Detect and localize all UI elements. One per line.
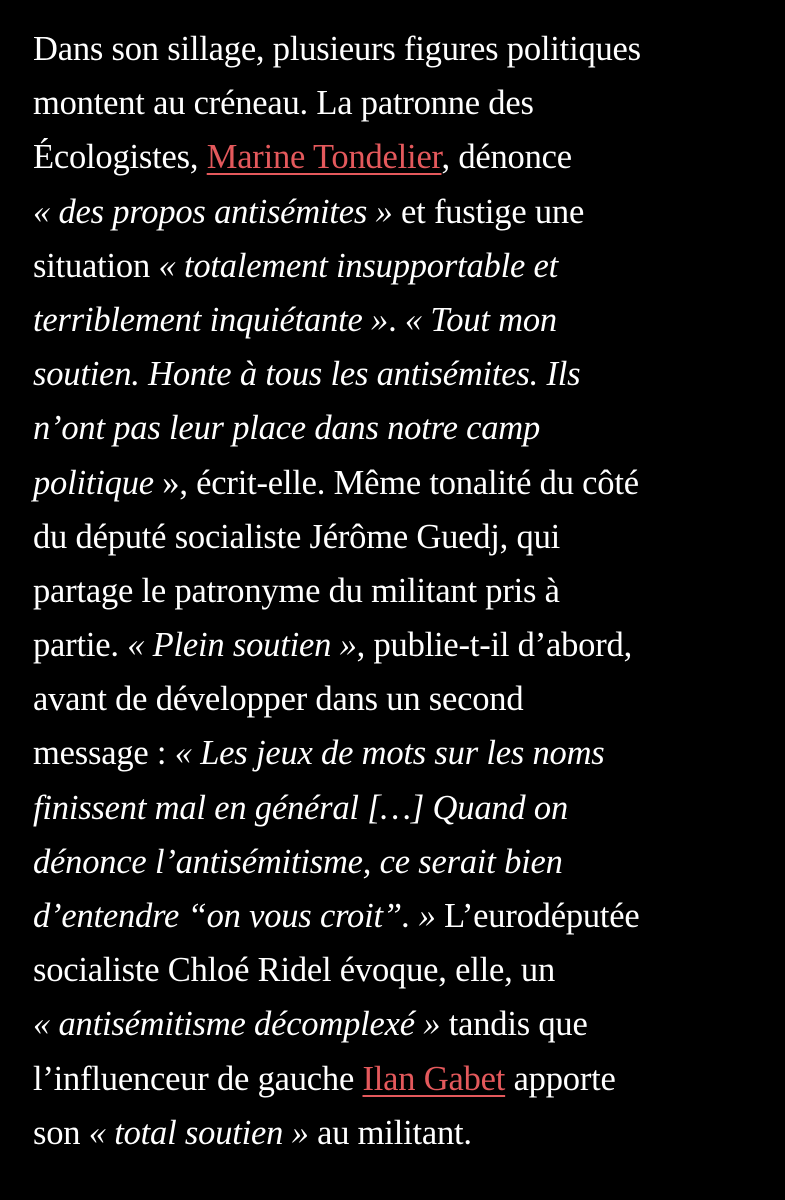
text-line: [33, 1106, 763, 1160]
text-line: [33, 401, 763, 455]
quote-text: d’entendre “on vous croit”. »: [33, 897, 436, 935]
text-line: [33, 997, 763, 1051]
body-text: .: [388, 300, 405, 339]
quote-text: « Tout mon: [404, 300, 557, 339]
quote-text: « antisémitisme décomplexé »: [33, 1005, 441, 1044]
quote-text: finissent mal en général […] Quand on: [33, 788, 568, 827]
text-line: [33, 130, 763, 184]
text-line: [33, 76, 763, 130]
text-line: [33, 835, 763, 889]
body-text: , publie-t-il d’abord,: [356, 626, 632, 665]
text-line: [33, 22, 763, 76]
quote-text: soutien. Honte à tous les antisémites. Ils: [33, 355, 581, 394]
quote-text: politique: [33, 463, 154, 502]
text-line: [33, 672, 763, 726]
body-text: Écologistes,: [33, 138, 207, 177]
text-line: [33, 781, 763, 835]
body-text: message :: [33, 734, 175, 773]
text-line: [33, 1052, 763, 1106]
body-text: du député socialiste Jérôme Guedj, qui: [33, 517, 561, 556]
person-link[interactable]: Ilan Gabet: [362, 1059, 506, 1098]
text-line: [33, 456, 763, 510]
text-line: [33, 889, 763, 943]
text-line: [33, 943, 763, 997]
body-text: partage le patronyme du militant pris à: [33, 571, 560, 610]
quote-text: terriblement inquiétante »: [33, 300, 389, 339]
text-line: [33, 347, 763, 401]
text-line: [33, 618, 763, 672]
quote-text: « Les jeux de mots sur les noms: [174, 734, 605, 773]
quote-text: « totalement insupportable et: [158, 246, 558, 285]
body-text: apporte: [505, 1059, 616, 1098]
body-text: situation: [33, 246, 159, 285]
quote-text: « Plein soutien »: [127, 626, 357, 665]
quote-text: « des propos antisémites »: [33, 192, 393, 231]
text-line: [33, 293, 763, 347]
quote-text: n’ont pas leur place dans notre camp: [33, 409, 541, 448]
body-text: montent au créneau. La patronne des: [33, 84, 534, 123]
quote-text: dénonce l’antisémitisme, ce serait bien: [33, 842, 563, 881]
body-text: tandis que: [440, 1005, 588, 1044]
body-text: partie.: [33, 626, 128, 665]
body-text: l’influenceur de gauche: [33, 1059, 363, 1098]
person-link[interactable]: Marine Tondelier: [206, 138, 442, 177]
text-line: [33, 726, 763, 780]
body-text: son: [33, 1113, 89, 1152]
text-line: [33, 239, 763, 293]
body-text: , dénonce: [441, 138, 572, 177]
text-line: [33, 185, 763, 239]
body-text: socialiste Chloé Ridel évoque, elle, un: [33, 951, 556, 990]
body-text: et fustige une: [392, 192, 585, 231]
body-text: L’eurodéputée: [435, 897, 640, 935]
quote-text: « total soutien »: [88, 1113, 309, 1152]
body-text: », écrit-elle. Même tonalité du côté: [153, 463, 639, 502]
text-line: [33, 510, 763, 564]
body-text: avant de développer dans un second: [33, 680, 524, 719]
text-line: [33, 564, 763, 618]
body-text: Dans son sillage, plusieurs figures politiques: [33, 30, 641, 68]
body-text: au militant.: [308, 1113, 472, 1152]
article-paragraph: [33, 22, 763, 1160]
